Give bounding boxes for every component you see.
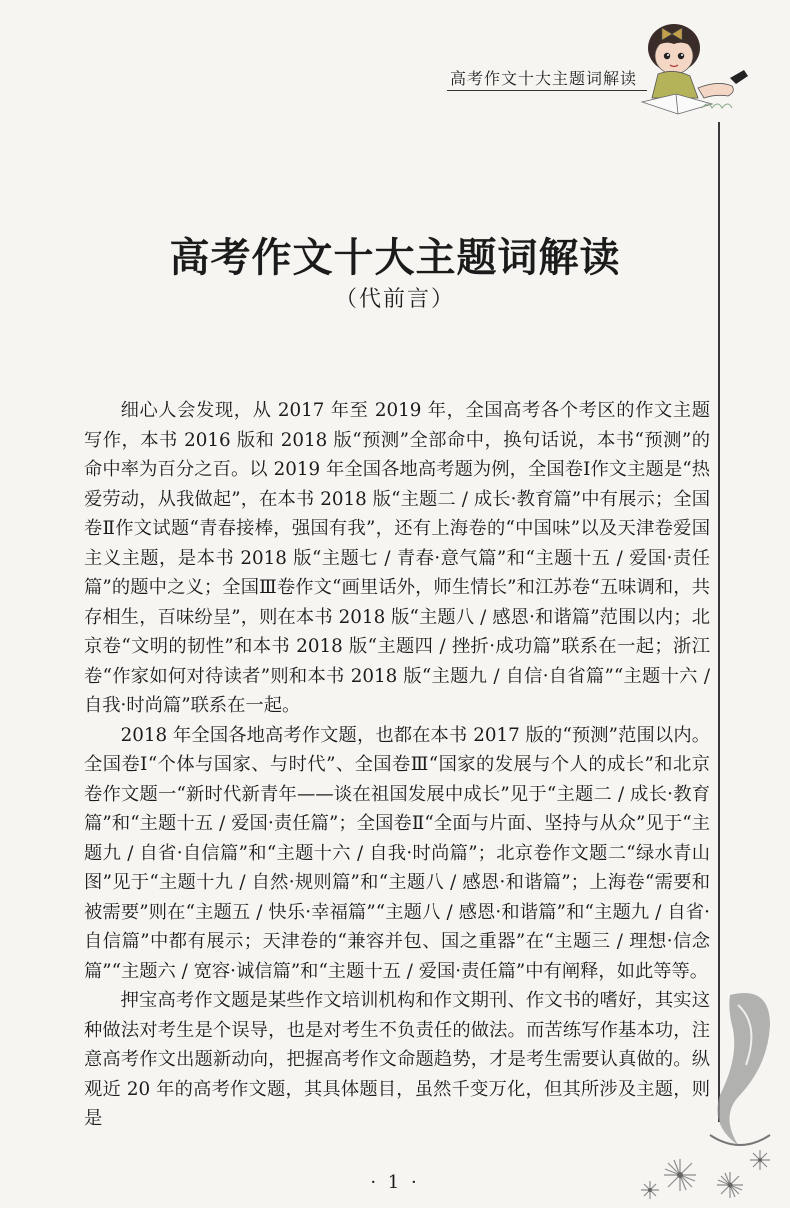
header-rule <box>447 90 647 91</box>
article-body <box>84 396 710 1134</box>
running-header: 高考作文十大主题词解读 <box>450 69 638 88</box>
paragraph: 细心人会发现，从 2017 年至 2019 年，全国高考各个考区的作文主题写作，本书 2016 版和 2018 版“预测”全部命中，换句话说，本书“预测”的命中率为百分之百。以 2019 年全国各地高考题为例，全国卷Ⅰ作文主题是“热爱劳动，从我做起”，在本书 2018 版“主题二 / 成长·教育篇”中有展示；全国卷Ⅱ作文试题“青春接棒，强国有我”，还有上海卷的“中国味”以及天津卷爱国主义主题，是本书 2018 版“主题七 / 青春·意气篇”和“主题十五 / 爱国·责任篇”的题中之义；全国Ⅲ卷作文“画里话外，师生情长”和江苏卷“五味调和，共存相生，百味纷呈”，则在本书 2018 版“主题八 / 感恩·和谐篇”范围以内；北京卷“文明的韧性”和本书 2018 版“主题四 / 挫折·成功篇”联系在一起；浙江卷“作家如何对待读者”则和本书 2018 版“主题九 / 自信·自省篇”“主题十六 / 自我·时尚篇”联系在一起。 <box>84 400 710 716</box>
paragraph: 押宝高考作文题是某些作文培训机构和作文期刊、作文书的嗜好，其实这种做法对考生是个误导，也是对考生不负责任的做法。而苦练写作基本功，注意高考作文出题新动向，把握高考作文命题趋势，才是考生需要认真做的。纵观近 20 年的高考作文题，其具体题目，虽然千变万化，但其所涉及主题，则是 <box>84 990 710 1129</box>
article-title: 高考作文十大主题词解读 <box>169 234 621 281</box>
reading-girl-illustration <box>632 18 752 118</box>
article-subtitle: （代前言） <box>334 287 455 312</box>
paragraph: 2018 年全国各地高考作文题，也都在本书 2017 版的“预测”范围以内。全国卷Ⅰ“个体与国家、与时代”、全国卷Ⅲ“国家的发展与个人的成长”和北京卷作文题一“新时代新青年——谈在祖国发展中成长”见于“主题二 / 成长·教育篇”和“主题十五 / 爱国·责任篇”；全国卷Ⅱ“全面与片面、坚持与从众”见于“主题九 / 自省·自信篇”和“主题十六 / 自我·时尚篇”；北京卷作文题二“绿水青山图”见于“主题十九 / 自然·规则篇”和“主题八 / 感恩·和谐篇”；上海卷“需要和被需要”则在“主题五 / 快乐·幸福篇”“主题八 / 感恩·和谐篇”和“主题九 / 自省·自信篇”中都有展示；天津卷的“兼容并包、国之重器”在“主题三 / 理想·信念篇”“主题六 / 宽容·诚信篇”和“主题十五 / 爱国·责任篇”中有阐释，如此等等。 <box>84 724 710 982</box>
page-number: · 1 · <box>370 1172 420 1193</box>
